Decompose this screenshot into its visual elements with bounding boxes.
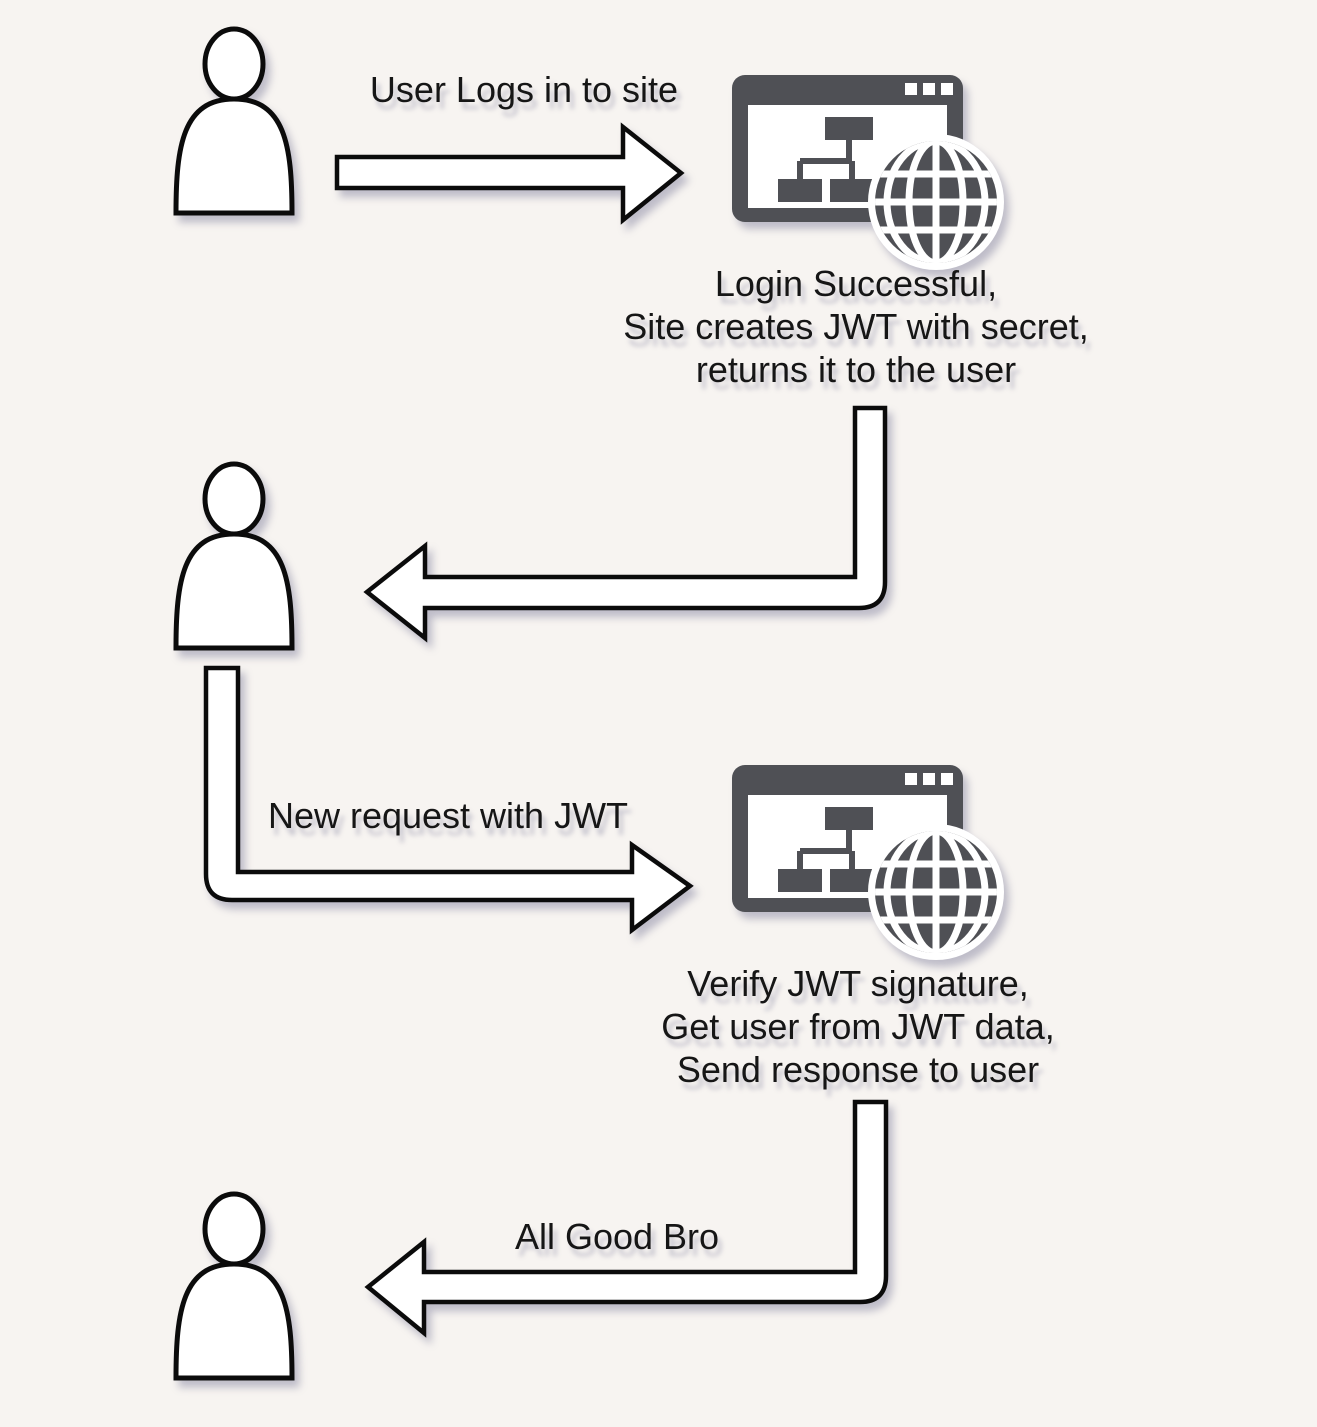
label-jwt-result-line2: Get user from JWT data, [661, 1006, 1055, 1047]
user-icon [172, 461, 300, 651]
arrow-login-request [337, 127, 681, 220]
label-login-result [556, 262, 1156, 391]
label-login-request: User Logs in to site [369, 69, 679, 110]
arrow-jwt-return [367, 408, 885, 638]
label-jwt-result-line3: Send response to user [676, 1049, 1040, 1090]
server-icon [720, 62, 1010, 274]
user-icon [172, 26, 300, 216]
label-jwt-result-line1: Verify JWT signature, [687, 963, 1029, 1004]
label-final-response: All Good Bro [514, 1216, 720, 1257]
server-icon [720, 752, 1010, 964]
label-jwt-request: New request with JWT [267, 795, 629, 836]
label-jwt-result [558, 962, 1158, 1091]
user-icon [172, 1191, 300, 1381]
label-login-result-line3: returns it to the user [695, 349, 1017, 390]
label-login-result-line1: Login Successful, [714, 263, 998, 304]
label-login-result-line2: Site creates JWT with secret, [623, 306, 1089, 347]
